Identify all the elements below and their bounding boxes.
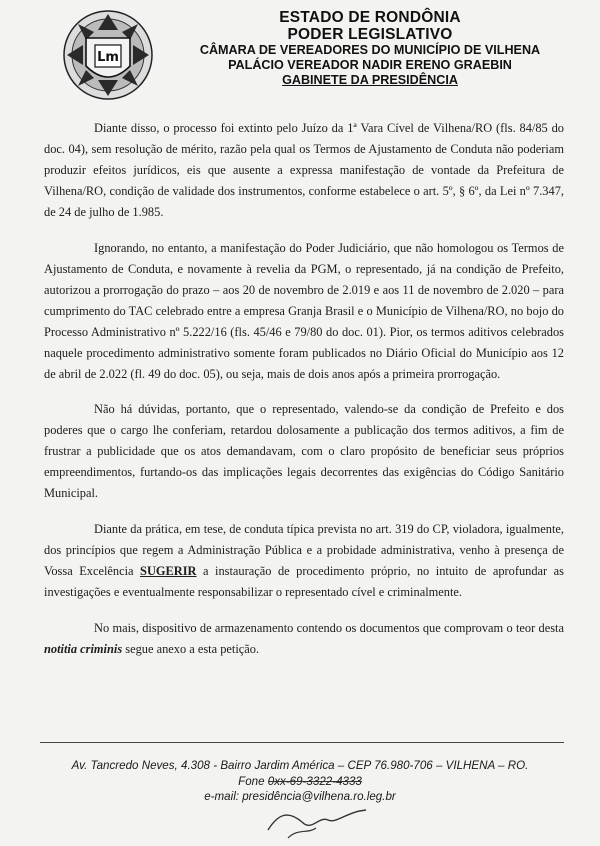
document-body [44,118,564,675]
paragraph-1: Diante disso, o processo foi extinto pelo Juízo da 1ª Vara Cível de Vilhena/RO (fls. 84/85 do doc. 04), sem resolução de mérito, razão pela qual os Termos de Ajustamento de Conduta não poderiam produzir efeitos jurídicos, eis que ausente a expressa manifestação de vontade da Prefeitura de Vilhena/RO, condição de validade dos instrumentos, conforme estabelece o art. 5º, § 6º, da Lei nº 7.347, de 24 de julho de 1.985. [44,121,564,219]
palace-name: PALÁCIO VEREADOR NADIR ERENO GRAEBIN [228,58,512,72]
paragraph-4-text-b: a instauração de procedimento próprio, no intuito de aprofundar as investigações e eventualmente responsabilizar o representado cível e criminalmente. [44,564,564,599]
letterhead [160,9,580,88]
municipal-seal-icon [62,8,154,102]
paragraph-5 [44,618,564,660]
paragraph-4-text-a: Diante da prática, em tese, de conduta típica prevista no art. 319 do CP, violadora, igualmente, dos princípios que regem a Administração Pública e a probidade administrativa, venho à presença de Vossa Excelência [44,522,564,578]
paragraph-2: Ignorando, no entanto, a manifestação do Poder Judiciário, que não homologou os Termos de Ajustamento de Conduta, e novamente à revelia da PGM, o representado, já na condição de Prefeito, autorizou a prorrogação do prazo – aos 20 de novembro de 2.019 e aos 11 de novembro de 2.020 – para cumprimento do TAC celebrado entre a empresa Granja Brasil e o Município de Vilhena/RO, no bojo do Processo Administrativo nº 5.222/16 (fls. 45/46 e 79/80 do doc. 01). Pior, os termos aditivos celebrados naquele procedimento administrativo somente foram publicados no Diário Oficial do Município aos 12 de abril de 2.022 (fl. 49 do doc. 05), ou seja, mais de dois anos após a primeira prorrogação. [44,241,564,381]
paragraph-5-text-a: No mais, dispositivo de armazenamento contendo os documentos que comprovam o teor desta [94,621,564,635]
footer-phone: Fone 0xx-69-3322-4333 [238,774,362,788]
office-name: GABINETE DA PRESIDÊNCIA [282,73,458,87]
paragraph-3: Não há dúvidas, portanto, que o representado, valendo-se da condição de Prefeito e dos poderes que o cargo lhe conferiam, retardou dolosamente a publicação dos termos aditivos, a fim de frustrar a publicidade que os atos demandavam, com o claro propósito de beneficiar seus próprios empreendimentos, furtando-os das implicações legais decorrentes das exigências do Código Sanitário Municipal. [44,402,564,500]
power-name: PODER LEGISLATIVO [287,26,453,43]
footer-divider [40,742,564,743]
paragraph-5-text-b: segue anexo a esta petição. [122,642,260,656]
svg-text:Lm: Lm [97,50,119,65]
footer-address: Av. Tancredo Neves, 4.308 - Bairro Jardim América – CEP 76.980-706 – VILHENA – RO. [71,759,529,772]
footer [30,758,570,805]
suggest-keyword: SUGERIR [140,564,197,578]
footer-email: e-mail: presidência@vilhena.ro.leg.br [204,790,396,803]
chamber-name: CÂMARA DE VEREADORES DO MUNICÍPIO DE VILHENA [199,43,541,57]
notitia-criminis-term: notitia criminis [44,642,123,656]
paragraph-4 [44,519,564,603]
signature-mark [258,800,378,842]
state-name: ESTADO DE RONDÔNIA [279,9,461,26]
